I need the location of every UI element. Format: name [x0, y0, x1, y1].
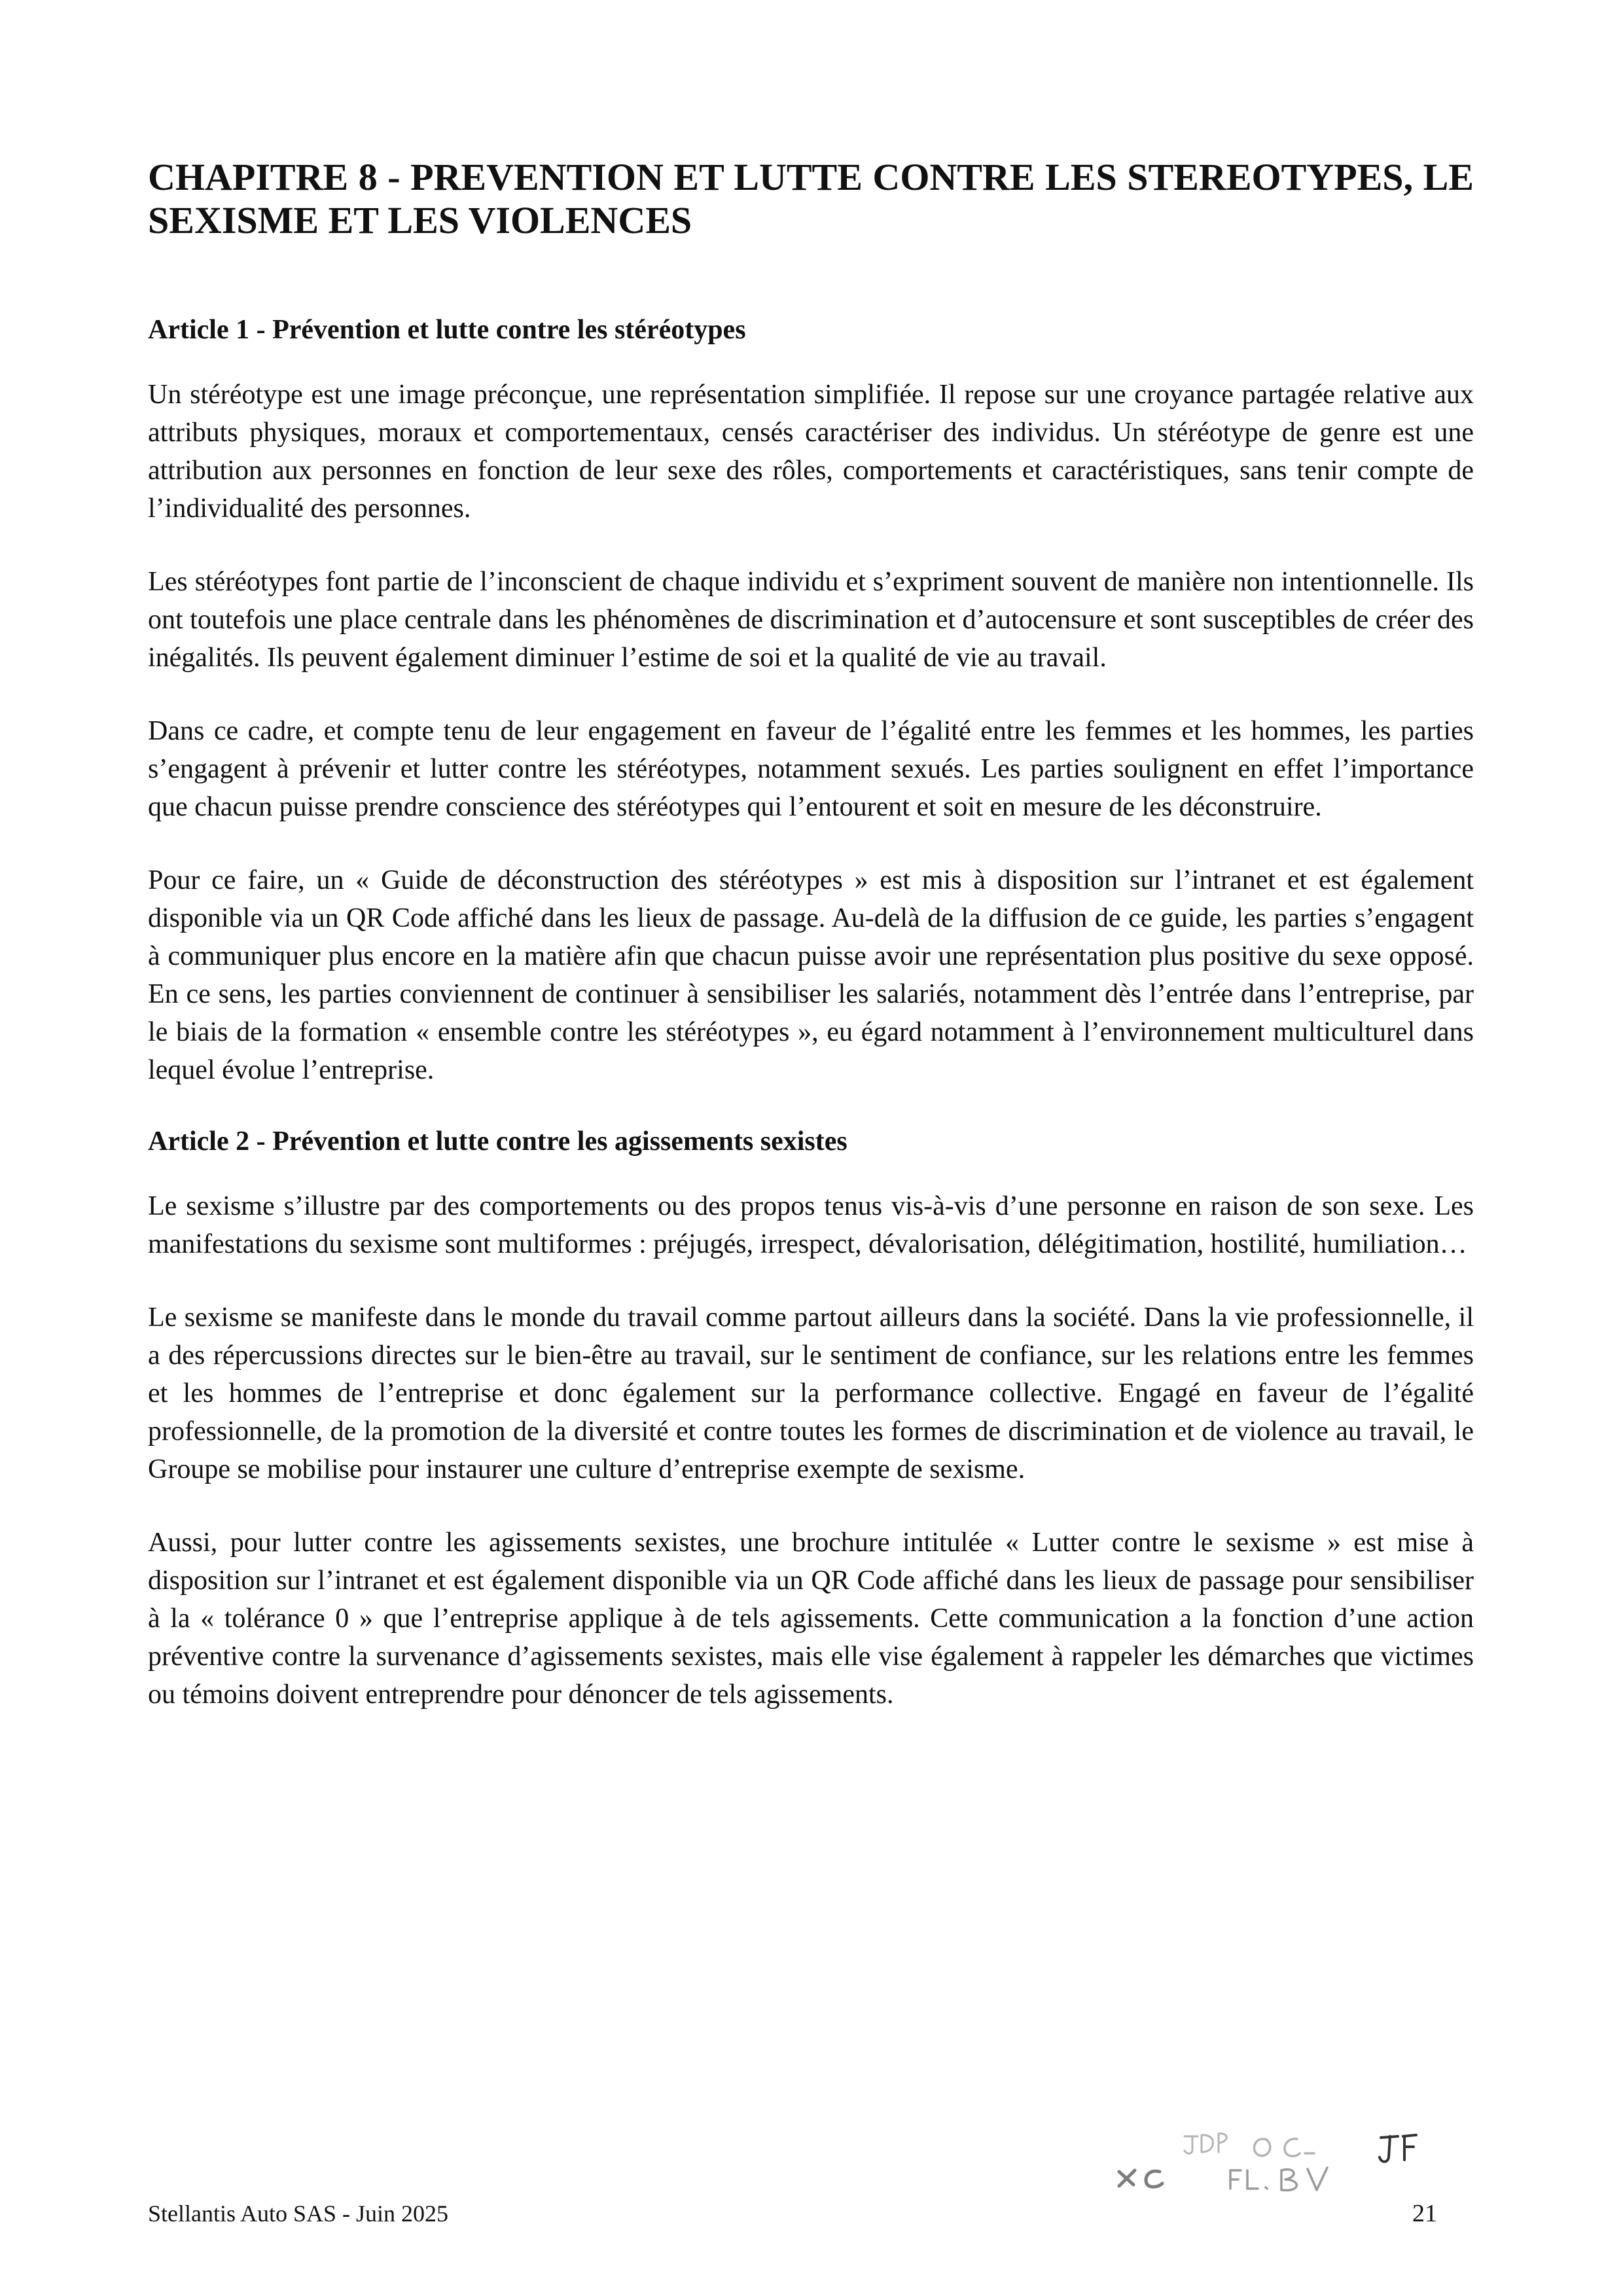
initials-oc [1254, 2139, 1314, 2156]
article-2-title: Article 2 - Prévention et lutte contre les agissements sexistes [148, 1126, 847, 1157]
article-2-paragraph-3: Aussi, pour lutter contre les agissements sexistes, une brochure intitulée « Lutter contre le sexisme » est mise à disposition sur l’intranet et est également disponible via un QR Code affiché dans les lieux de passage pour sensibiliser à la « tolérance 0 » que l’entreprise applique à de tels agissements. Cette communication a la fonction d’une action préventive contre la survenance d’agissements sexistes, mais elle vise également à rappeler les démarches que victimes ou témoins doivent entreprendre pour dénoncer de tels agissements. [148, 1528, 1474, 1710]
article-1-paragraph-4: Pour ce faire, un « Guide de déconstruction des stéréotypes » est mis à disposition sur l’intranet et est également disponible via un QR Code affiché dans les lieux de passage. Au-delà de la diffusion de ce guide, les parties s’engagent à communiquer plus encore en la matière afin que chacun puisse avoir une représentation plus positive du sexe opposé. En ce sens, les parties conviennent de continuer à sensibiliser les salariés, notamment dès l’entrée dans l’entreprise, par le biais de la formation « ensemble contre les stéréotypes », eu égard notamment à l’environnement multiculturel dans lequel évolue l’entreprise. [148, 865, 1474, 1085]
page-number: 21 [1412, 2200, 1437, 2227]
article-1-paragraph-2: Les stéréotypes font partie de l’inconscient de chaque individu et s’expriment souvent de manière non intentionnelle. Ils ont toutefois une place centrale dans les phénomènes de discrimination et d’autocensure et sont susceptibles de créer des inégalités. Ils peuvent également diminuer l’estime de soi et la qualité de vie au travail. [148, 567, 1474, 673]
handwritten-initials [1106, 2111, 1446, 2210]
document-page [148, 156, 1474, 1749]
article-2-paragraph-1: Le sexisme s’illustre par des comportements ou des propos tenus vis-à-vis d’une personne en raison de son sexe. Les manifestations du sexisme sont multiformes : préjugés, irrespect, dévalorisation, délégitimation, hostilité, humiliation… [148, 1191, 1474, 1259]
article-1 [148, 313, 1474, 1089]
chapter-title: CHAPITRE 8 - PREVENTION ET LUTTE CONTRE LES STEREOTYPES, LE SEXISME ET LES VIOLENCES [148, 156, 1474, 242]
initials-jdp [1185, 2134, 1226, 2154]
article-1-paragraph-1: Un stéréotype est une image préconçue, une représentation simplifiée. Il repose sur une croyance partagée relative aux attributs physiques, moraux et comportementaux, censés caractériser des individus. Un stéréotype de genre est une attribution aux personnes en fonction de leur sexe des rôles, comportements et caractéristiques, sans tenir compte de l’individualité des personnes. [148, 380, 1474, 524]
initials-xc [1119, 2170, 1162, 2187]
article-2 [148, 1124, 1474, 1713]
article-2-paragraph-2: Le sexisme se manifeste dans le monde du travail comme partout ailleurs dans la société. Dans la vie professionnelle, il a des répercussions directes sur le bien-être au travail, sur le sentiment de confiance, sur les relations entre les femmes et les hommes de l’entreprise et donc également sur la performance collective. Engagé en faveur de l’égalité professionnelle, de la promotion de la diversité et contre toutes les formes de discrimination et de violence au travail, le Groupe se mobilise pour instaurer une culture d’entreprise exempte de sexisme. [148, 1302, 1474, 1484]
initials-fl-bv [1230, 2168, 1327, 2191]
footer-company-date: Stellantis Auto SAS - Juin 2025 [148, 2200, 449, 2227]
article-1-paragraph-3: Dans ce cadre, et compte tenu de leur engagement en faveur de l’égalité entre les femmes et les hommes, les parties s’engagent à prévenir et lutter contre les stéréotypes, notamment sexués. Les parties soulignent en effet l’importance que chacun puisse prendre conscience des stéréotypes qui l’entourent et soit en mesure de les déconstruire. [148, 716, 1474, 822]
article-1-title: Article 1 - Prévention et lutte contre les stéréotypes [148, 315, 746, 345]
initials-jf [1380, 2135, 1416, 2162]
